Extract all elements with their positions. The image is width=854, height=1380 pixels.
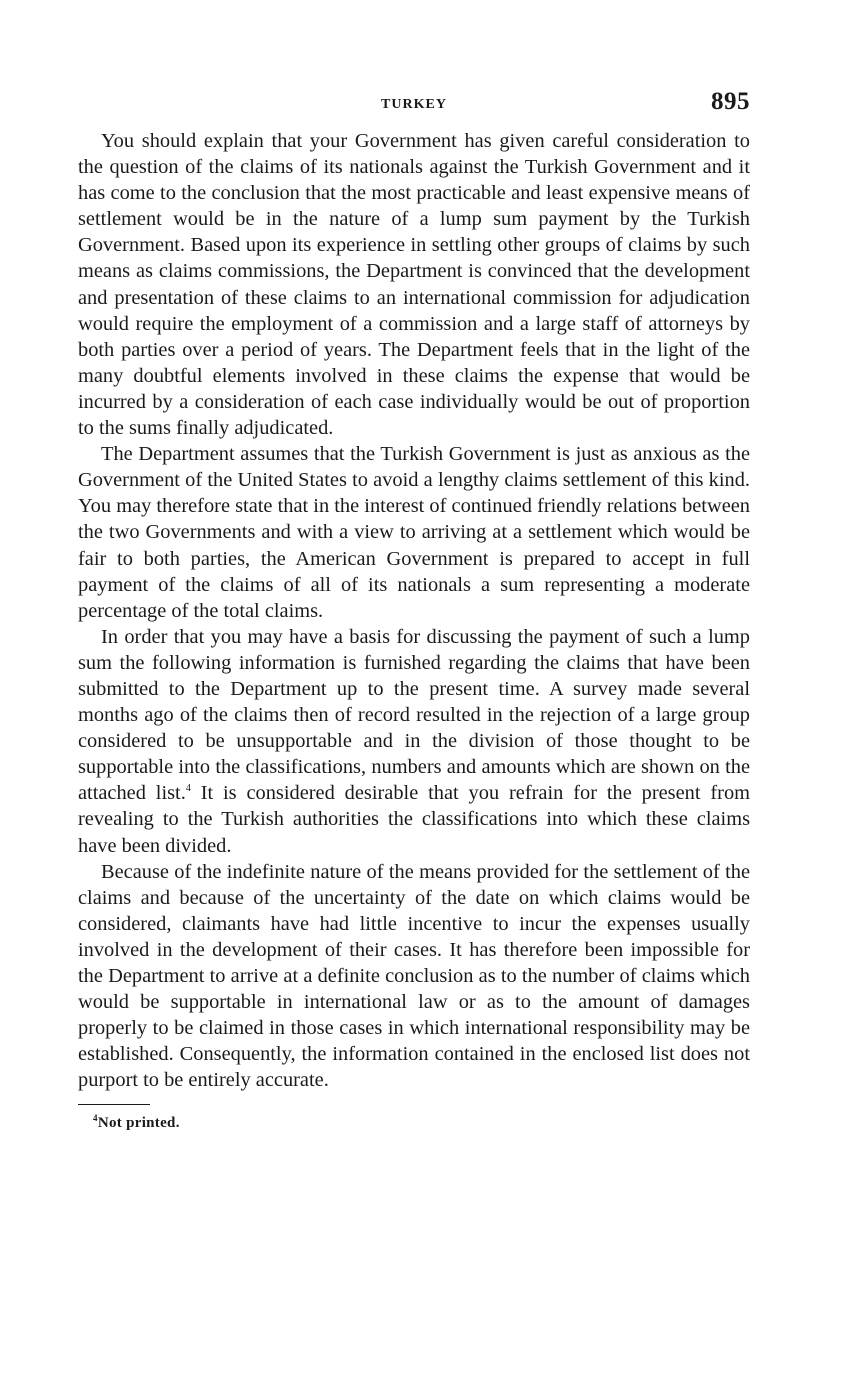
paragraph-3-text-after: It is considered desirable that you refrain for the present from revealing to the Turkish authorities the classifications into which these claims have been divided. xyxy=(78,782,750,857)
running-head xyxy=(78,88,750,128)
paragraph-3-text-before: In order that you may have a basis for discussing the payment of such a lump sum the following information is furnished regarding the claims that have been submitted to the Department up to the present time. A survey made several months ago of the claims then of record resulted in the rejection of a large group considered to be unsupportable and in the division of those thought to be supportable into the classifications, numbers and amounts which are shown on the attached list. xyxy=(78,625,750,805)
footnote-reference: 4 xyxy=(185,783,191,795)
footnote xyxy=(78,1115,750,1132)
paragraph-1: You should explain that your Government has given careful consideration to the question of the claims of its nationals against the Turkish Government and it has come to the conclusion that the most practicable and least expensive means of settlement would be in the nature of a lump sum payment by the Turkish Government. Based upon its experience in settling other groups of claims by such means as claims commissions, the Department is convinced that the development and presentation of these claims to an international commission for adjudication would require the employment of a commission and a large staff of attorneys by both parties over a period of years. The Department feels that in the light of the many doubtful elements involved in these claims the expense that would be incurred by a consideration of each case individually would be out of proportion to the sums finally adjudicated. xyxy=(78,130,750,440)
paragraph-2: The Department assumes that the Turkish Government is just as anxious as the Government of the United States to avoid a lengthy claims settlement of this kind. You may therefore state that in the interest of continued friendly relations between the two Governments and with a view to arriving at a settlement which would be fair to both parties, the American Government is prepared to accept in full payment of the claims of all of its nationals a sum representing a moderate percentage of the total claims. xyxy=(78,443,750,622)
footnote-divider xyxy=(78,1104,150,1105)
paragraph-4: Because of the indefinite nature of the means provided for the settlement of the claims and because of the uncertainty of the date on which claims would be considered, claimants have had little incentive to incur the expenses usually involved in the development of their cases. It has therefore been impossible for the Department to arrive at a definite conclusion as to the number of claims which would be supportable in international law or as to the amount of damages properly to be claimed in those cases in which international responsibility may be established. Consequently, the information contained in the enclosed list does not purport to be entirely accurate. xyxy=(78,860,750,1092)
footnote-text: Not printed. xyxy=(97,1115,180,1132)
document-page xyxy=(78,88,750,1132)
body-text xyxy=(78,128,750,1093)
paragraph-3 xyxy=(78,624,750,859)
running-title: TURKEY xyxy=(381,97,447,112)
page-number: 895 xyxy=(711,88,750,115)
footnote-marker: 4 xyxy=(93,1113,98,1124)
